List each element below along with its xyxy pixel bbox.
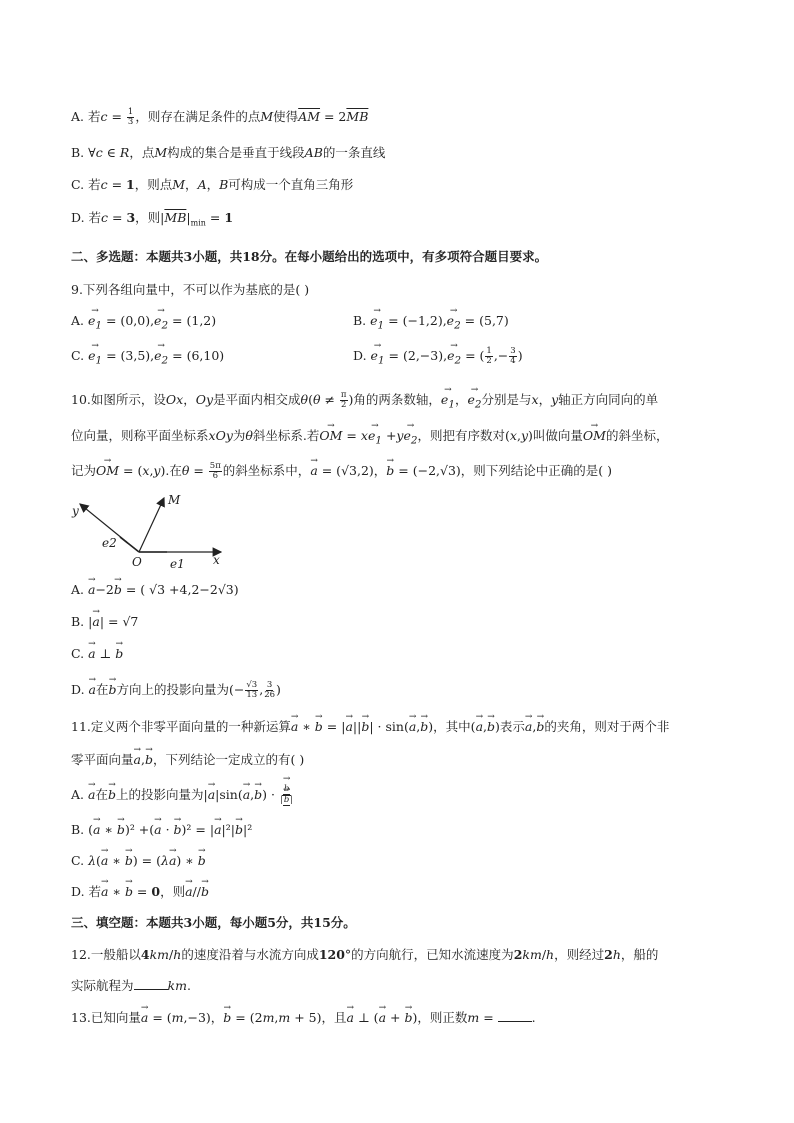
q10-stem-line3: 记为→ OM = (x,y).在θ = $\frac{5\pi}{6}$ 的斜坐标系中，→ a = (√3,2)，→ b = (−2,√3)，则下列结论中正确的是( ) bbox=[71, 462, 612, 481]
q8-option-d: D. 若c = 3，则$|\overline{MB}|_{min} = 1$ bbox=[71, 210, 234, 228]
q10-option-b: B. |→ a| = √7 bbox=[71, 613, 138, 631]
q10-option-d: D. → a在→ b方向上的投影向量为(− $\frac{√3}{13}$ , $\frac{3}{26}$ ) bbox=[71, 681, 281, 700]
oblique-coordinate-figure bbox=[66, 488, 236, 576]
q8-option-b: B. ∀c ∈ R，点M构成的集合是垂直于线段AB的一条直线 bbox=[71, 145, 386, 160]
e2-vector bbox=[120, 537, 139, 552]
label-y: y bbox=[72, 504, 79, 518]
q9-option-b: B. → $e_1 = (-1,2),\to e_2 = (5,7)$ bbox=[353, 312, 509, 335]
q12-line1: 12.一般船以4km/h的速度沿着与水流方向成120°的方向航行，已知水流速度为2km/h，则经过2h，船的 bbox=[71, 947, 659, 962]
q11-option-b: B. (→ a ∗ → b)² +(→ a · → b)² = |→ a|²|→ b|² bbox=[71, 821, 252, 839]
vector-om bbox=[139, 498, 164, 552]
q9-option-c: C. → $e_1 = (3,5),\to e_2 = (6,10)$ bbox=[71, 347, 224, 370]
q13-answer-blank[interactable] bbox=[498, 1009, 532, 1022]
q11-option-a: A. → a在→ b上的投影向量为|→ a|sin(→ a,→ b) · → $\frac{b}{|\to b|}$ bbox=[71, 785, 294, 806]
q12-line2: 实际航程为 km. bbox=[71, 978, 191, 993]
q13-line1: 13.已知向量→ a = (m,−3)，→ b = (2m,m + 5)，且→ a ⊥ (→ a + → b)，则正数m = . bbox=[71, 1009, 536, 1027]
q10-option-a: A. → a−2→ b = ( √3 +4,2−2√3) bbox=[71, 581, 239, 599]
q10-option-c: C. → a ⊥ → b bbox=[71, 645, 123, 663]
q12-answer-blank[interactable] bbox=[134, 977, 168, 990]
section-3-heading: 三、填空题：本题共3小题，每小题5分，共15分。 bbox=[71, 915, 356, 930]
q8-option-a: A. 若c = $\frac{1}{3}$ ，则存在满足条件的点M使得$\overline{AM} = 2\overline{MB}$ bbox=[71, 107, 369, 127]
q8-option-c: C. 若c = 1，则点M，A，B可构成一个直角三角形 bbox=[71, 177, 354, 192]
label-e2: e2 bbox=[102, 536, 117, 550]
q9-option-a: A. → $e_1 = (0,0),\to e_2 = (1,2)$ bbox=[71, 312, 216, 335]
label-o: O bbox=[132, 555, 142, 569]
q11-option-d: D. 若→ a ∗ → b = 0，则→ a//→ b bbox=[71, 883, 209, 901]
q11-option-c: C. λ(→ a ∗ → b) = (λ→ a) ∗ → b bbox=[71, 852, 206, 870]
q10-stem-line2: 位向量，则称平面坐标系xOy为θ斜坐标系.若→ OM = $x\to e_1 +y\to e_2$，则把有序数对(x,y)叫做向量→ OM的斜坐标， bbox=[71, 427, 668, 450]
q9-option-d: D. → $e_1 = (2,-3),\to e_2$ = ( $\frac{1}{2}$ ,− $\frac{3}{4}$ ) bbox=[353, 347, 523, 370]
q11-stem-line2: 零平面向量→ a,→ b，下列结论一定成立的有( ) bbox=[71, 751, 304, 769]
label-e1: e1 bbox=[170, 557, 185, 571]
q10-stem-line1: 10.如图所示，设Ox，Oy是平面内相交成θ(θ ≠ $\frac{\pi}{2}$ )角的两条数轴，→ $e_1$，→ $e_2$分别是与x，y轴正方向同向的单 bbox=[71, 391, 658, 414]
q11-stem-line1: 11.定义两个非零平面向量的一种新运算→ a ∗ → b = |→ a||→ b| · sin(→ a,→ b)，其中(→ a,→ b)表示→ a,→ b的夹角，则对于两个非 bbox=[71, 718, 669, 736]
label-m: M bbox=[168, 493, 181, 507]
section-2-heading: 二、多选题：本题共3小题，共18分。在每小题给出的选项中，有多项符合题目要求。 bbox=[71, 249, 548, 264]
q9-stem: 9.下列各组向量中，不可以作为基底的是( ) bbox=[71, 282, 310, 297]
label-x: x bbox=[213, 553, 220, 567]
